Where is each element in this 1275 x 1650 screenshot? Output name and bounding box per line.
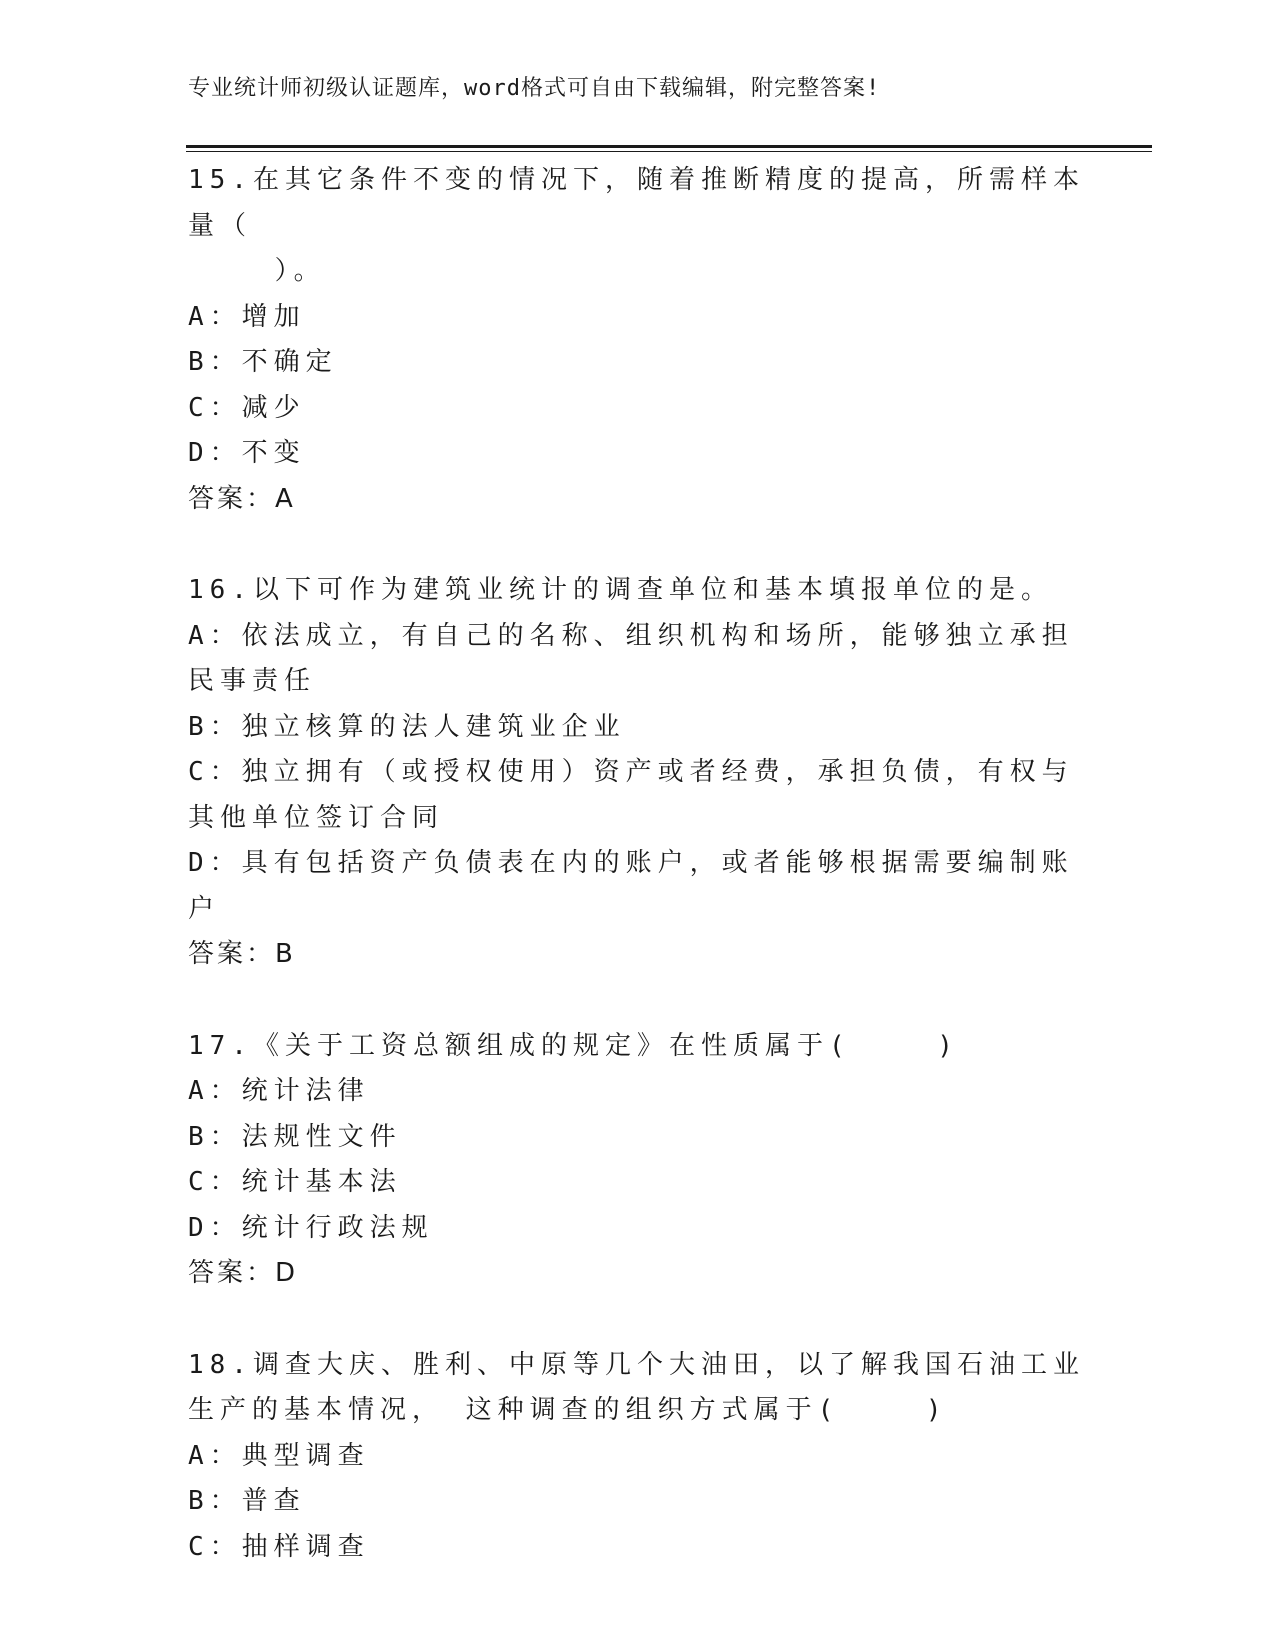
question-15 bbox=[188, 158, 1088, 522]
option-d: D：具有包括资产负债表在内的账户，或者能够根据需要编制账户 bbox=[188, 848, 1074, 924]
option-b: B：独立核算的法人建筑业企业 bbox=[188, 711, 626, 742]
option-a: A：统计法律 bbox=[188, 1076, 370, 1106]
answer-label: 答案：D bbox=[188, 1258, 299, 1288]
header-divider-thin bbox=[186, 151, 1152, 152]
option-d: D：统计行政法规 bbox=[188, 1212, 434, 1243]
question-stem: 18.调查大庆、胜利、中原等几个大油田，以了解我国石油工业生产的基本情况， 这种调查的组织方式属于( ) bbox=[188, 1349, 1085, 1425]
option-a: A：典型调查 bbox=[188, 1440, 370, 1471]
question-17 bbox=[188, 1024, 1088, 1297]
question-stem-continuation: ）。 bbox=[188, 256, 326, 286]
option-a: A：依法成立，有自己的名称、组织机构和场所，能够独立承担民事责任 bbox=[188, 620, 1074, 696]
question-list bbox=[188, 158, 1088, 1616]
question-18 bbox=[188, 1343, 1088, 1571]
option-c: C：减少 bbox=[188, 392, 306, 423]
document-header: 专业统计师初级认证题库，word格式可自由下载编辑，附完整答案! bbox=[188, 76, 881, 101]
question-stem: 15.在其它条件不变的情况下，随着推断精度的提高，所需样本量（ bbox=[188, 165, 1085, 241]
question-stem: 16.以下可作为建筑业统计的调查单位和基本填报单位的是。 bbox=[188, 575, 1053, 605]
option-b: B：法规性文件 bbox=[188, 1121, 402, 1152]
option-d: D：不变 bbox=[188, 438, 306, 468]
answer-label: 答案：A bbox=[188, 483, 296, 514]
question-stem: 17.《关于工资总额组成的规定》在性质属于( ) bbox=[188, 1030, 959, 1061]
answer-label: 答案：B bbox=[188, 939, 296, 969]
option-b: B：不确定 bbox=[188, 347, 338, 377]
option-c: C：抽样调查 bbox=[188, 1531, 370, 1562]
option-c: C：统计基本法 bbox=[188, 1167, 402, 1197]
option-a: A：增加 bbox=[188, 301, 306, 332]
option-c: C：独立拥有（或授权使用）资产或者经费，承担负债，有权与其他单位签订合同 bbox=[188, 757, 1074, 833]
question-16 bbox=[188, 568, 1088, 978]
header-divider-thick bbox=[186, 145, 1152, 148]
option-b: B：普查 bbox=[188, 1486, 306, 1516]
